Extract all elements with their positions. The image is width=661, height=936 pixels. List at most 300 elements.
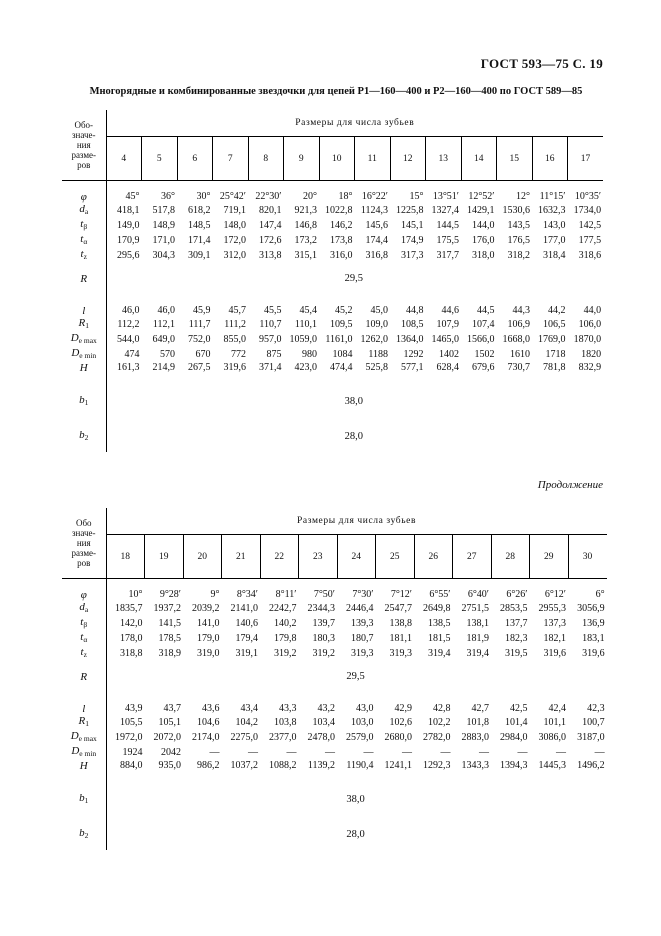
data-row [62, 601, 607, 616]
symbol-letter: D [70, 332, 79, 344]
value-cell: 145,6 [365, 219, 388, 231]
value-cell: 46,0 [122, 305, 140, 316]
value-cell: 20° [303, 191, 317, 202]
teeth-count: 9 [284, 137, 320, 181]
teeth-count-row [62, 137, 603, 181]
value-cell: 11°15′ [539, 191, 566, 202]
teeth-count: 24 [337, 535, 376, 579]
teeth-count: 14 [461, 137, 497, 181]
value-cell: 15° [409, 191, 424, 202]
spacer-row [62, 285, 603, 295]
value-cell: 109,5 [330, 318, 353, 330]
value-cell: 752,0 [188, 333, 211, 345]
value-cell: 182,1 [543, 632, 566, 644]
spacer-row [62, 842, 607, 850]
symbol-subscript: α [83, 635, 88, 644]
teeth-count: 15 [497, 137, 533, 181]
value-cell: 180,7 [351, 632, 374, 644]
row-symbol [62, 394, 106, 409]
value-cell: 45,0 [370, 305, 388, 316]
spacer-symbol-cell [62, 807, 106, 817]
value-cell: 45,9 [193, 305, 211, 316]
value-cell: 1610 [510, 348, 530, 360]
value-cell: 2579,0 [346, 731, 374, 743]
value-cell: 884,0 [120, 760, 143, 771]
value-cell: 319,1 [235, 647, 258, 659]
value-cell: 1496,2 [577, 760, 605, 771]
designation-header [62, 110, 106, 181]
teeth-count: 26 [414, 535, 453, 579]
teeth-count: 27 [453, 535, 492, 579]
value-cell: 418,1 [117, 204, 140, 216]
value-cell: 182,3 [505, 632, 528, 644]
value-cell: 1394,3 [500, 760, 528, 771]
designation-header-line: Обо [75, 518, 92, 528]
value-cell: 319,6 [223, 362, 246, 373]
spacer-cell [106, 817, 607, 827]
merged-value: 29,5 [344, 273, 363, 284]
value-cell: 1402 [439, 348, 459, 360]
value-cell: 46,0 [157, 305, 175, 316]
symbol-letter: l [82, 305, 86, 317]
data-row [62, 760, 607, 772]
symbol-letter: d [79, 203, 85, 215]
value-cell: 171,0 [152, 234, 175, 246]
symbol-subscript: β [83, 222, 88, 231]
value-cell: 143,0 [543, 219, 566, 231]
header-row [62, 110, 603, 137]
row-symbol [62, 646, 106, 661]
value-cell: 10°35′ [574, 191, 602, 202]
symbol-letter: φ [80, 589, 87, 601]
data-row [62, 631, 607, 646]
value-cell: 45,2 [335, 305, 353, 316]
value-cell: 577,1 [401, 362, 424, 373]
value-cell: 517,8 [152, 204, 175, 216]
value-cell: 3086,0 [538, 731, 566, 743]
value-cell: 1292,3 [423, 760, 451, 771]
spacer-row [62, 384, 603, 394]
value-cell: 173,2 [294, 234, 317, 246]
value-cell: 319,4 [428, 647, 451, 659]
teeth-count: 19 [145, 535, 184, 579]
data-row [62, 332, 603, 347]
value-cell: 146,8 [294, 219, 317, 231]
symbol-subscript: a [84, 605, 89, 614]
merged-row [62, 273, 603, 285]
teeth-count: 11 [355, 137, 391, 181]
spacer-cell [106, 772, 607, 782]
value-cell: 1566,0 [467, 333, 495, 345]
value-cell: 110,1 [294, 318, 317, 330]
value-cell: 1241,1 [384, 760, 412, 771]
row-symbol [62, 730, 106, 745]
value-cell: 2344,3 [307, 602, 335, 614]
row-symbol [62, 273, 106, 285]
data-row [62, 218, 603, 233]
value-cell: 12° [516, 191, 530, 202]
value-cell: 16°22′ [361, 191, 388, 202]
data-row [62, 203, 603, 218]
value-cell: — [594, 746, 605, 758]
value-cell: 2242,7 [269, 602, 297, 614]
merged-value: 28,0 [344, 430, 363, 442]
value-cell: 22°30′ [255, 191, 282, 202]
value-cell: 112,2 [117, 318, 140, 330]
value-cell: 30° [196, 191, 211, 202]
value-cell: 1139,2 [307, 760, 335, 771]
symbol-letter: R [80, 671, 88, 683]
value-cell: 319,0 [197, 647, 220, 659]
value-cell: 42,8 [433, 703, 451, 714]
spacer-symbol-cell [62, 842, 106, 850]
value-cell: 109,0 [365, 318, 388, 330]
row-symbol [62, 631, 106, 646]
spacer-row [62, 419, 603, 429]
spacer-symbol-cell [62, 772, 106, 782]
value-cell: 1190,4 [346, 760, 374, 771]
value-cell: 146,2 [330, 219, 353, 231]
value-cell: — [248, 746, 258, 758]
value-cell: 319,4 [466, 647, 489, 659]
value-cell: 144,0 [472, 219, 495, 231]
value-cell: 2042 [161, 746, 181, 758]
value-cell: 318,8 [120, 647, 143, 659]
value-cell: 719,1 [223, 204, 246, 216]
value-cell: 12°52′ [468, 191, 495, 202]
spacer-cell [106, 181, 603, 192]
spacer-row [62, 772, 607, 782]
row-symbol [62, 589, 106, 601]
merged-row [62, 827, 607, 842]
value-cell: 318,2 [507, 249, 530, 261]
row-symbol [62, 305, 106, 317]
value-cell: 1769,0 [538, 333, 566, 345]
row-symbol [62, 332, 106, 347]
symbol-letter: R [80, 273, 88, 285]
value-cell: 935,0 [158, 760, 181, 771]
designation-header-line: разме- [71, 150, 97, 160]
value-cell: 45,5 [264, 305, 282, 316]
spacer-row [62, 661, 607, 671]
value-cell: 106,0 [578, 318, 602, 330]
spacer-symbol-cell [62, 295, 106, 305]
value-cell: 105,5 [120, 716, 143, 728]
spacer-row [62, 817, 607, 827]
spacer-symbol-cell [62, 817, 106, 827]
spacer-cell [106, 409, 603, 419]
spacer-cell [106, 579, 607, 590]
value-cell: 2649,8 [423, 602, 451, 614]
value-cell: 319,2 [274, 647, 297, 659]
continuation-label: Продолжение [537, 479, 603, 491]
value-cell: 45,7 [228, 305, 246, 316]
spacer-cell [106, 842, 607, 850]
value-cell: 319,5 [505, 647, 528, 659]
value-cell: 112,1 [152, 318, 175, 330]
value-cell: 45° [125, 191, 140, 202]
value-cell: 1937,2 [153, 602, 181, 614]
value-cell: 43,3 [279, 703, 297, 714]
value-cell: 148,9 [152, 219, 175, 231]
value-cell: 1059,0 [289, 333, 317, 345]
value-cell: 13°51′ [432, 191, 459, 202]
spacer-row [62, 683, 607, 693]
value-cell: 181,5 [428, 632, 451, 644]
value-cell: 875 [266, 348, 282, 360]
value-cell: 111,2 [224, 318, 246, 330]
spacer-row [62, 181, 603, 192]
value-cell: 174,4 [365, 234, 388, 246]
merged-row [62, 671, 607, 683]
value-cell: 42,4 [548, 703, 566, 714]
value-cell: 570 [160, 348, 175, 360]
value-cell: 142,5 [578, 219, 602, 231]
value-cell: 316,0 [330, 249, 353, 261]
value-cell: 371,4 [259, 362, 282, 373]
value-cell: 267,5 [188, 362, 211, 373]
value-cell: — [363, 746, 374, 758]
value-cell: 423,0 [294, 362, 317, 373]
value-cell: 148,5 [188, 219, 211, 231]
spacer-cell [106, 807, 607, 817]
value-cell: 42,7 [471, 703, 489, 714]
spacer-cell [106, 295, 603, 305]
value-cell: 318,4 [543, 249, 566, 261]
row-symbol [62, 760, 106, 772]
value-cell: 138,5 [428, 617, 451, 629]
spacer-symbol-cell [62, 579, 106, 590]
value-cell: 43,9 [125, 703, 143, 714]
value-cell: 141,0 [197, 617, 220, 629]
value-cell: 319,2 [312, 647, 335, 659]
value-cell: 318,0 [472, 249, 495, 261]
data-row [62, 191, 603, 203]
symbol-letter: D [70, 730, 79, 742]
symbol-letter: t [80, 218, 84, 230]
value-cell: — [440, 746, 451, 758]
value-cell: 176,5 [507, 234, 530, 246]
row-symbol [62, 218, 106, 233]
value-cell: 101,1 [543, 716, 566, 728]
row-symbol [62, 745, 106, 760]
spacer-cell [106, 384, 603, 394]
spacer-symbol-cell [62, 384, 106, 394]
spacer-row [62, 807, 607, 817]
value-cell: 1972,0 [115, 731, 143, 743]
value-cell: 316,8 [365, 249, 388, 261]
spacer-cell [106, 263, 603, 273]
merged-value: 38,0 [346, 793, 365, 805]
value-cell: 43,0 [356, 703, 374, 714]
value-cell: 138,1 [466, 617, 489, 629]
value-cell: 1502 [474, 348, 495, 360]
row-symbol [62, 233, 106, 248]
value-cell: 145,1 [401, 219, 424, 231]
value-cell: 317,3 [401, 249, 424, 261]
value-cell: 318,9 [158, 647, 181, 659]
value-cell: 1225,8 [396, 204, 424, 216]
value-cell: 139,7 [312, 617, 335, 629]
symbol-subscript: e max [78, 336, 97, 345]
value-cell: 1835,7 [115, 602, 143, 614]
designation-header-line: ров [77, 558, 91, 568]
teeth-count: 8 [248, 137, 284, 181]
symbol-subscript: z [83, 650, 87, 659]
value-cell: 214,9 [152, 362, 175, 373]
symbol-letter: l [82, 703, 86, 715]
data-row [62, 703, 607, 715]
symbol-subscript: z [83, 252, 87, 261]
symbol-subscript: 2 [84, 831, 89, 840]
spacer-symbol-cell [62, 661, 106, 671]
value-cell: 1161,0 [325, 333, 353, 345]
value-cell: 44,8 [406, 305, 424, 316]
value-cell: 957,0 [259, 333, 282, 345]
value-cell: 9°28′ [159, 589, 181, 600]
value-cell: 1343,3 [461, 760, 489, 771]
symbol-letter: t [80, 631, 84, 643]
value-cell: 181,9 [466, 632, 489, 644]
value-cell: 178,5 [158, 632, 181, 644]
data-row [62, 362, 603, 374]
spacer-symbol-cell [62, 263, 106, 273]
spacer-row [62, 374, 603, 384]
value-cell: 2478,0 [307, 731, 335, 743]
value-cell: 1429,1 [467, 204, 495, 216]
spacer-row [62, 693, 607, 703]
value-cell: 1718 [545, 348, 566, 360]
value-cell: 2547,7 [384, 602, 412, 614]
teeth-count: 17 [568, 137, 604, 181]
symbol-letter: b [79, 827, 85, 839]
value-cell: 104,6 [197, 716, 220, 728]
merged-row [62, 792, 607, 807]
value-cell: — [286, 746, 297, 758]
spacer-cell [106, 444, 603, 452]
value-cell: 6°26′ [506, 589, 528, 600]
value-cell: 309,1 [188, 249, 211, 261]
value-cell: 544,0 [117, 333, 140, 345]
value-cell: 319,6 [543, 647, 566, 659]
value-cell: 2174,0 [192, 731, 220, 743]
spacer-row [62, 295, 603, 305]
data-row [62, 715, 607, 730]
value-cell: 313,8 [259, 249, 282, 261]
value-cell: 136,9 [582, 617, 605, 629]
value-cell: 1870,0 [573, 333, 602, 345]
spacer-cell [106, 693, 607, 703]
designation-header-line: разме- [71, 548, 97, 558]
spacer-row [62, 579, 607, 590]
row-symbol [62, 362, 106, 374]
value-cell: 172,0 [223, 234, 246, 246]
value-cell: 2782,0 [423, 731, 451, 743]
value-cell: 44,6 [441, 305, 459, 316]
symbol-letter: b [79, 792, 85, 804]
symbol-letter: R [78, 715, 86, 727]
teeth-count: 12 [390, 137, 426, 181]
data-row [62, 347, 603, 362]
value-cell: 319,6 [582, 647, 605, 659]
spacer-row [62, 444, 603, 452]
value-cell: 171,4 [188, 234, 211, 246]
spacer-symbol-cell [62, 409, 106, 419]
teeth-count: 16 [532, 137, 568, 181]
value-cell: 1364,0 [396, 333, 424, 345]
value-cell: 1820 [581, 348, 602, 360]
value-cell: 176,0 [472, 234, 495, 246]
designation-header-line: Обо- [74, 120, 94, 130]
spacer-cell [106, 782, 607, 792]
value-cell: 628,4 [436, 362, 459, 373]
value-cell: 178,0 [120, 632, 143, 644]
value-cell: 1188 [368, 348, 388, 360]
value-cell: 2883,0 [461, 731, 489, 743]
value-cell: 107,9 [436, 318, 459, 330]
sprocket-table-1 [62, 110, 603, 452]
row-symbol [62, 248, 106, 263]
designation-header-line: значе- [71, 130, 96, 140]
value-cell: 317,7 [436, 249, 459, 261]
teeth-count: 23 [299, 535, 338, 579]
spacer-symbol-cell [62, 419, 106, 429]
value-cell: 161,3 [117, 362, 140, 373]
page-header: ГОСТ 593—75 С. 19 [480, 56, 603, 71]
row-symbol [62, 715, 106, 730]
row-symbol [62, 191, 106, 203]
value-cell: 142,0 [120, 617, 143, 629]
value-cell: 1327,4 [431, 204, 459, 216]
symbol-subscript: 2 [84, 433, 89, 442]
symbol-letter: D [71, 745, 80, 757]
data-row [62, 248, 603, 263]
value-cell: 101,4 [505, 716, 528, 728]
value-cell: 6°40′ [467, 589, 489, 600]
value-cell: 177,0 [543, 234, 566, 246]
merged-row [62, 429, 603, 444]
value-cell: 730,7 [507, 362, 530, 373]
value-cell: 179,8 [274, 632, 297, 644]
value-cell: 137,3 [543, 617, 566, 629]
value-cell: 832,9 [578, 362, 602, 373]
value-cell: 179,4 [235, 632, 258, 644]
value-cell: 177,5 [578, 234, 602, 246]
value-cell: 679,6 [472, 362, 495, 373]
value-cell: 43,2 [317, 703, 335, 714]
teeth-count: 13 [426, 137, 462, 181]
value-cell: 2141,0 [230, 602, 258, 614]
value-cell: 2680,0 [384, 731, 412, 743]
symbol-letter: b [79, 394, 85, 406]
spacer-symbol-cell [62, 444, 106, 452]
symbol-subscript: 1 [84, 398, 89, 407]
value-cell: 2446,4 [346, 602, 374, 614]
value-cell: 7°12′ [390, 589, 412, 600]
spacer-cell [106, 683, 607, 693]
designation-header-line: ния [76, 140, 91, 150]
symbol-subscript: 1 [84, 796, 89, 805]
value-cell: 3056,9 [577, 602, 605, 614]
value-cell: 1668,0 [502, 333, 530, 345]
symbol-subscript: 1 [85, 719, 89, 728]
value-cell: 312,0 [223, 249, 246, 261]
value-cell: 103,4 [312, 716, 335, 728]
symbol-subscript: e max [78, 734, 97, 743]
spacer-row [62, 263, 603, 273]
value-cell: 140,2 [274, 617, 297, 629]
value-cell: 6°12′ [544, 589, 566, 600]
